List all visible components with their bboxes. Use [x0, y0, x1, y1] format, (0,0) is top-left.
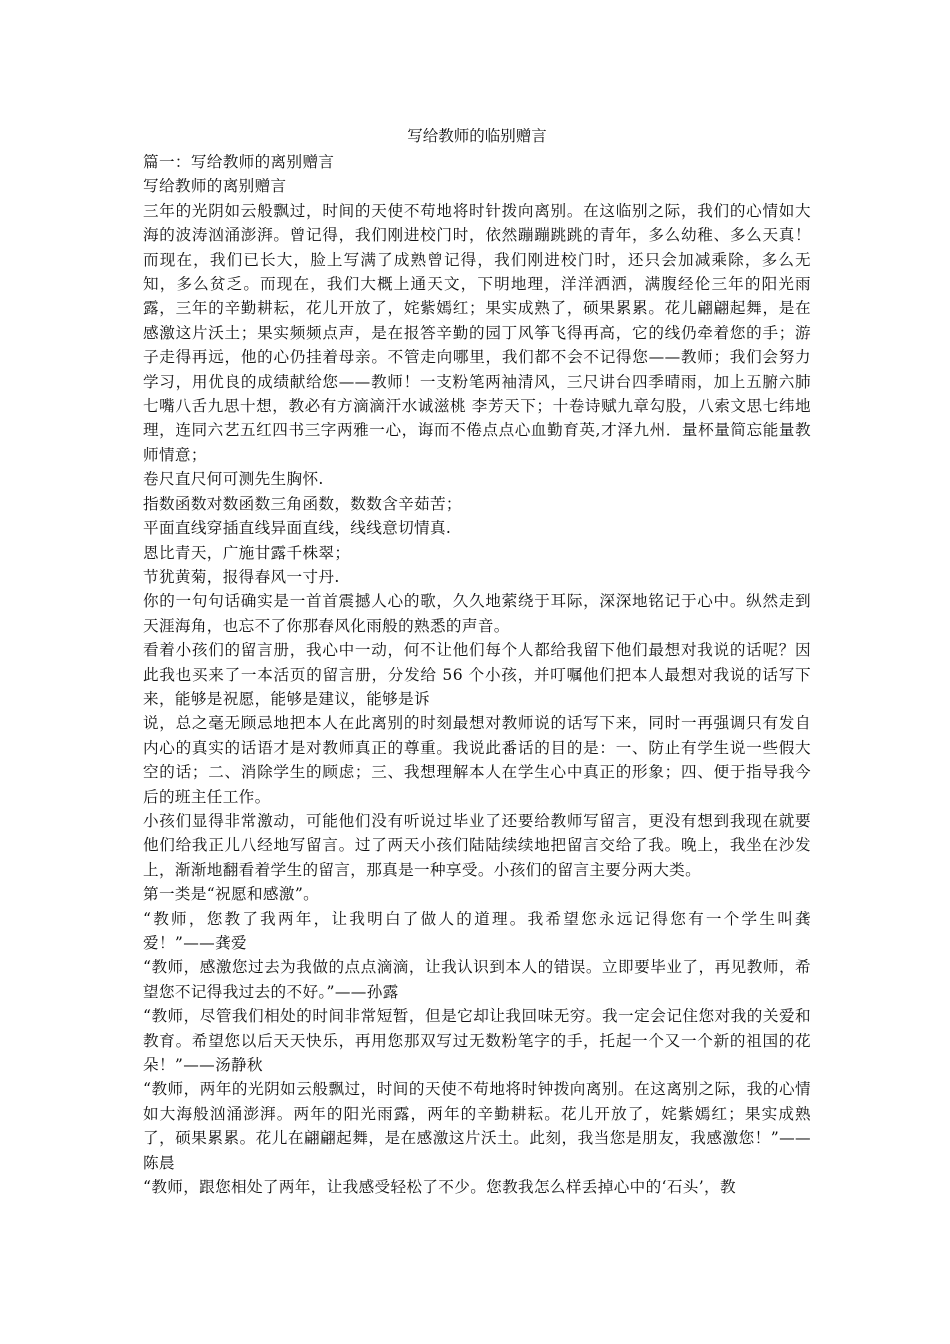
paragraph-section-heading: 篇一：写给教师的离别赠言 — [143, 153, 335, 171]
paragraph-quote: “教师，两年的光阴如云般飘过，时间的天使不苟地将时钟拨向离别。在这离别之际，我的心情如大海般汹涌澎湃。两年的阳光雨露，两年的辛勤耕耘。花儿开放了，姹紫嫣红；果实成熟了，硕果累累。花儿在翩翩起舞，是在感激这片沃土。此刻，我当您是朋友，我感激您！”——陈晨 — [143, 1080, 811, 1172]
paragraph-body: 说，总之毫无顾忌地把本人在此离别的时刻最想对教师说的话写下来，同时一再强调只有发自内心的真实的话语才是对教师真正的尊重。我说此番话的目的是：一、防止有学生说一些假大空的话；二、消除学生的顾虑；三、我想理解本人在学生心中真正的形象；四、便于指导我今后的班主任工作。 — [143, 714, 811, 806]
paragraph-body: 小孩们显得非常激动，可能他们没有听说过毕业了还要给教师写留言，更没有想到我现在就要他们给我正儿八经地写留言。过了两天小孩们陆陆续续地把留言交给了我。晚上，我坐在沙发上，渐渐地翻看着学生的留言，那真是一种享受。小孩们的留言主要分两大类。 — [143, 811, 811, 879]
paragraph-verse: 恩比青天，广施甘露千株翠； — [143, 543, 351, 562]
paragraph-quote: “教师，尽管我们相处的时间非常短暂，但是它却让我回味无穷。我一定会记住您对我的关爱和教育。希望您以后天天快乐，再用您那双写过无数粉笔字的手，托起一个又一个新的祖国的花朵！”——汤静秋 — [143, 1007, 811, 1075]
paragraph-body: 看着小孩们的留言册，我心中一动，何不让他们每个人都给我留下他们最想对我说的话呢？因此我也买来了一本活页的留言册，分发给 56 个小孩，并叮嘱他们把本人最想对我说的话写下来，能够是祝愿，能够是建议，能够是诉 — [143, 641, 811, 708]
document-page — [143, 124, 811, 1199]
paragraph-body: 你的一句句话确实是一首首震撼人心的歌，久久地萦绕于耳际，深深地铭记于心中。纵然走到天涯海角，也忘不了你那春风化雨般的熟悉的声音。 — [143, 592, 811, 635]
paragraph-verse: 平面直线穿插直线异面直线，线线意切情真. — [143, 519, 452, 538]
paragraph-verse: 节犹黄菊，报得春风一寸丹. — [143, 567, 340, 586]
paragraph-quote: “教师，跟您相处了两年，让我感受轻松了不少。您教我怎么样丢掉心中的‘石头’，教 — [143, 1178, 736, 1197]
paragraph-quote: “教师，您教了我两年，让我明白了做人的道理。我希望您永远记得您有一个学生叫龚爱！”——龚爱 — [143, 909, 811, 952]
paragraph-body: 三年的光阴如云般飘过，时间的天使不苟地将时针拨向离别。在这临别之际，我们的心情如大海的波涛汹涌澎湃。曾记得，我们刚进校门时，依然蹦蹦跳跳的青年，多么幼稚、多么天真！而现在，我们已长大，脸上写满了成熟曾记得，我们刚进校门时，还只会加减乘除，多么无知，多么贫乏。而现在，我们大概上通天文，下明地理，洋洋洒洒，满腹经伦三年的阳光雨露，三年的辛勤耕耘，花儿开放了，姹紫嫣红；果实成熟了，硕果累累。花儿翩翩起舞，是在感激这片沃土；果实频频点声，是在报答辛勤的园丁风筝飞得再高，它的线仍牵着您的手；游子走得再远，他的心仍挂着母亲。不管走向哪里，我们都不会不记得您——教师；我们会努力学习，用优良的成绩献给您——教师！一支粉笔两袖清风，三尺讲台四季晴雨，加上五腑六肺七嘴八舌九思十想，教必有方滴滴汗水诚滋桃 李芳天下；十卷诗赋九章勾股，八索文思七纬地理，连同六艺五红四书三字两雅一心，诲而不倦点点心血勤育英,才泽九州．量杯量简忘能量教师情意； — [143, 201, 811, 464]
paragraph-subheading: 写给教师的离别赠言 — [143, 177, 287, 196]
paragraph-verse: 卷尺直尺何可测先生胸怀. — [143, 470, 324, 489]
paragraph-category: 第一类是“祝愿和感激”。 — [143, 885, 320, 904]
document-title: 写给教师的临别赠言 — [407, 127, 547, 145]
paragraph-quote: “教师，感激您过去为我做的点点滴滴，让我认识到本人的错误。立即要毕业了，再见教师，希望您不记得我过去的不好。”——孙露 — [143, 958, 811, 1001]
paragraph-verse: 指数函数对数函数三角函数，数数含辛茹苦； — [143, 494, 462, 513]
